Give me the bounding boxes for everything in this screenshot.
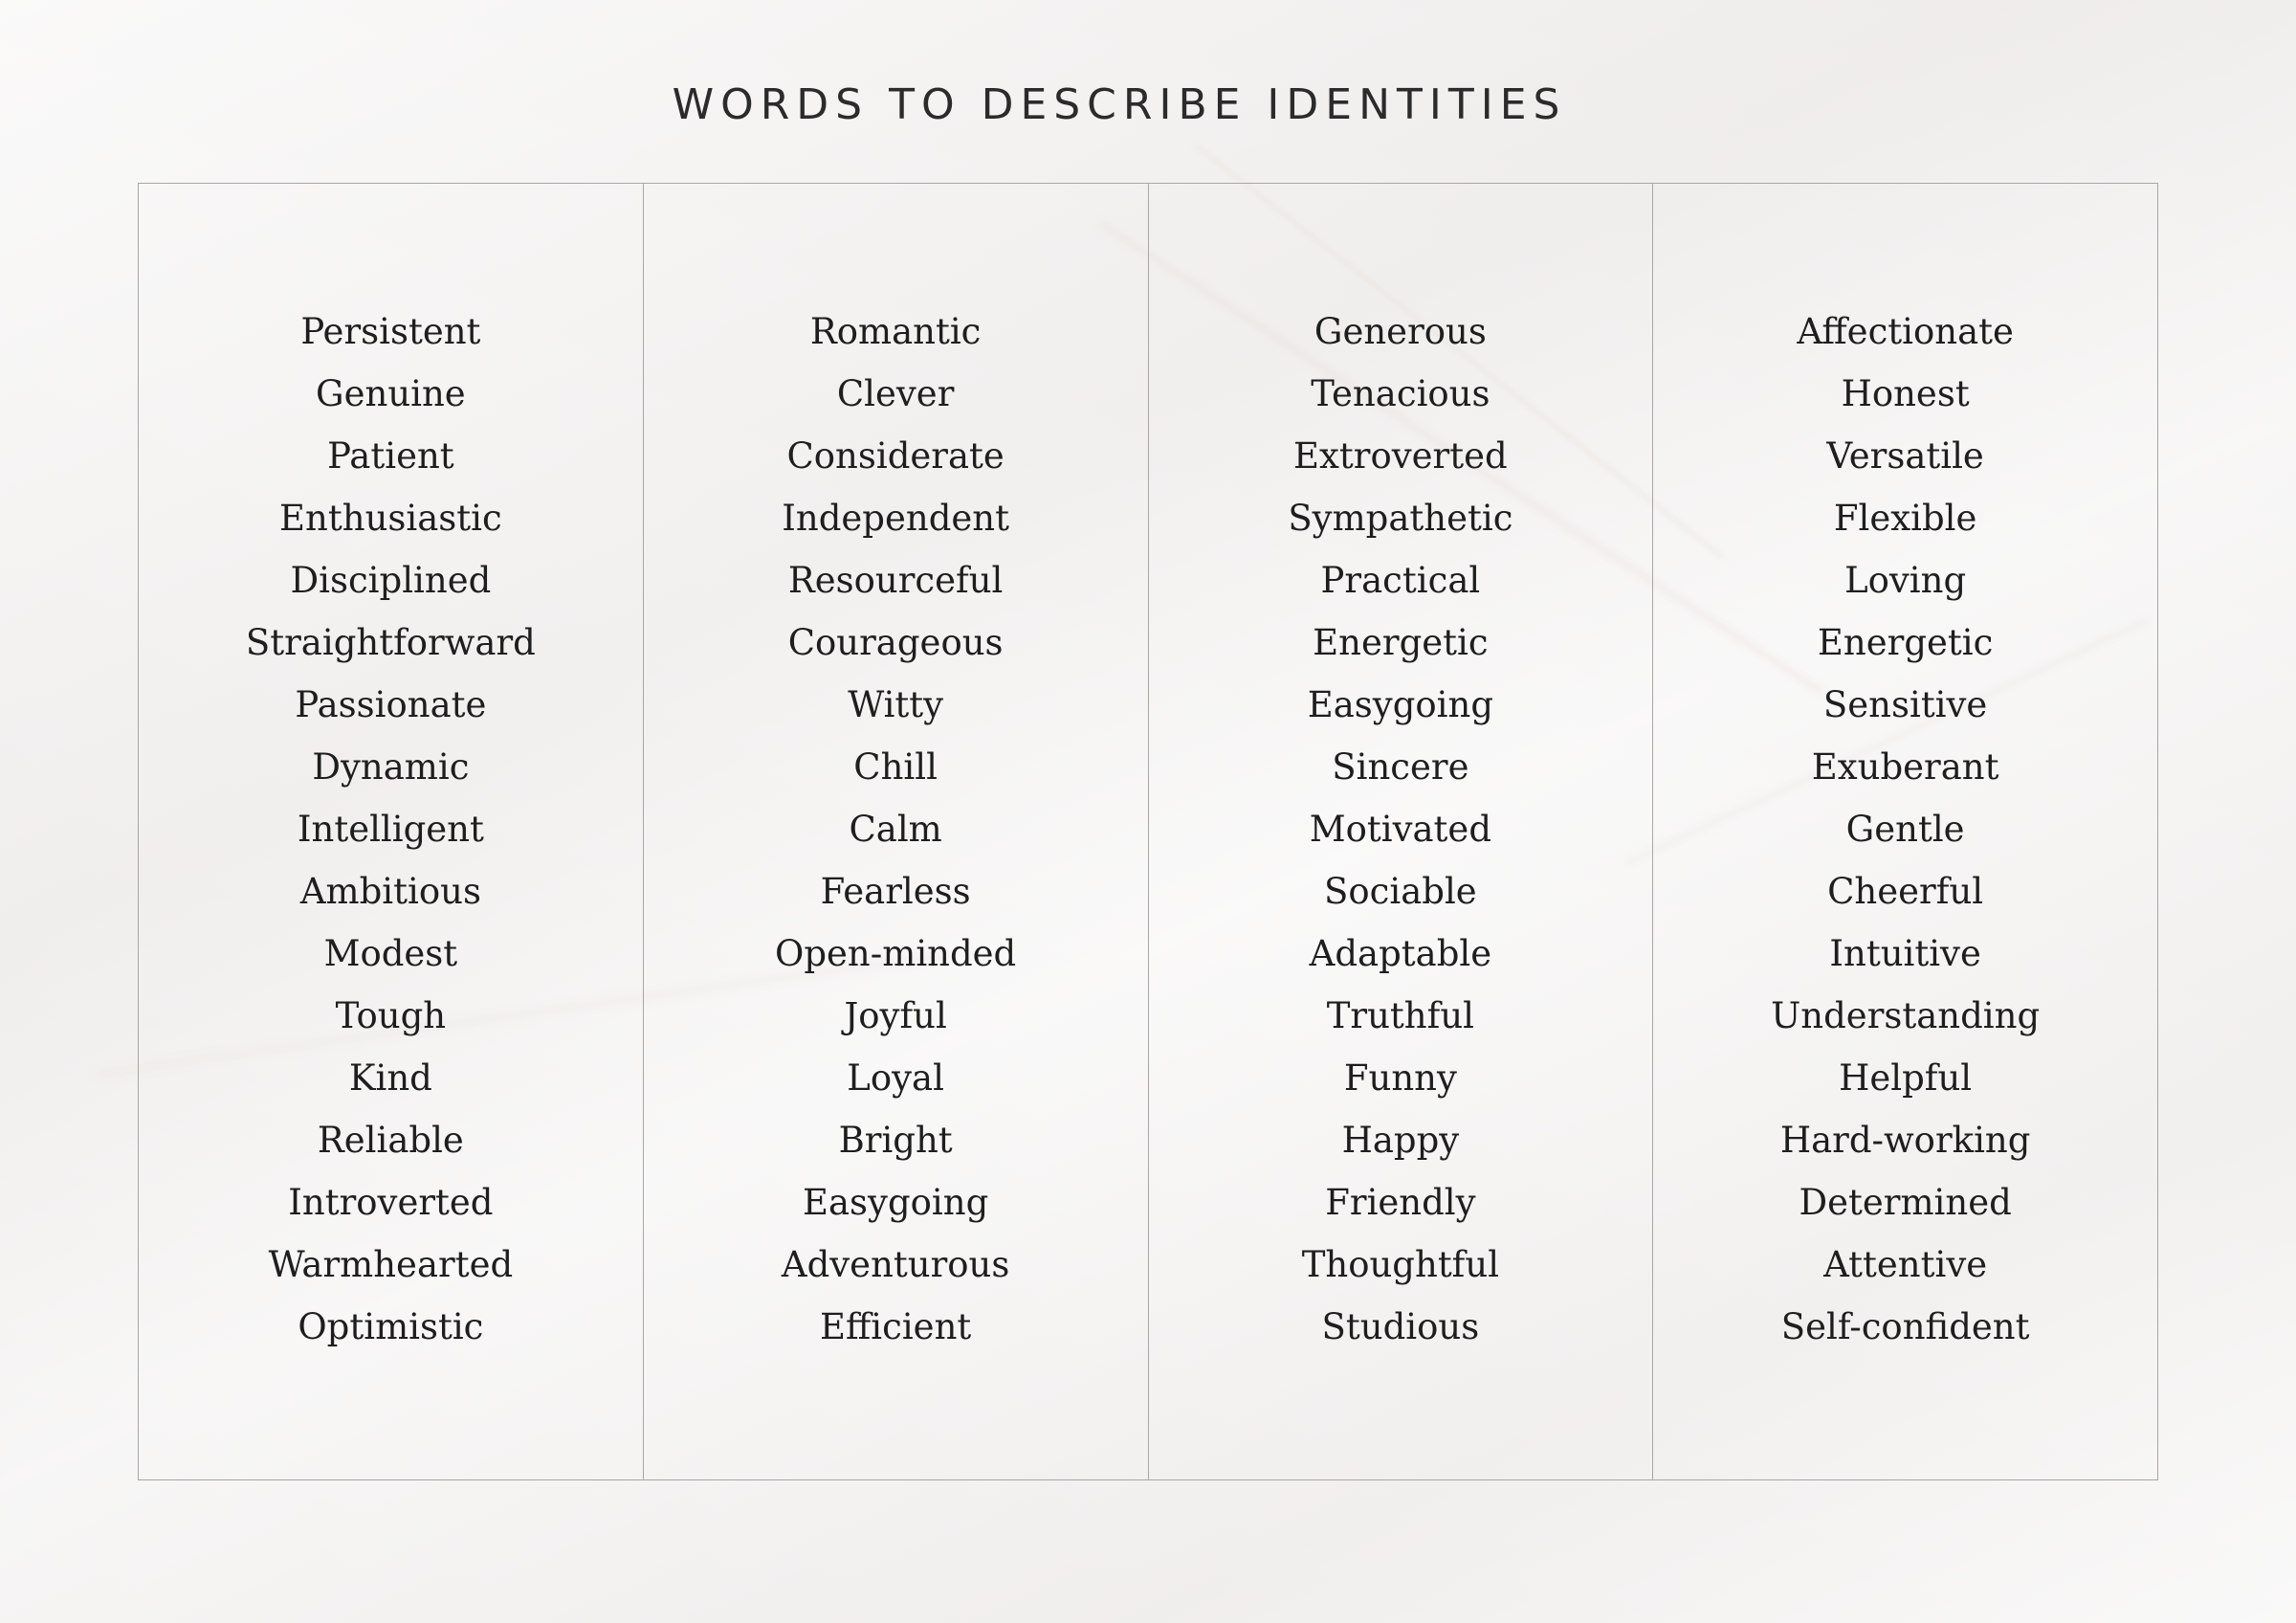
word-item: Funny [1343,1057,1457,1099]
word-item: Adventurous [781,1244,1010,1285]
word-table [138,183,2158,1480]
word-item: Gentle [1845,809,1965,850]
word-item: Honest [1841,373,1970,414]
word-item: Loyal [847,1057,944,1099]
word-item: Exuberant [1811,746,1999,788]
word-item: Helpful [1839,1057,1973,1099]
word-item: Tough [335,995,447,1036]
word-item: Reliable [317,1120,464,1161]
word-item: Patient [327,435,454,477]
word-item: Joyful [844,995,947,1036]
word-item: Determined [1799,1182,2012,1223]
word-item: Loving [1844,560,1967,601]
word-item: Practical [1320,560,1481,601]
word-item: Dynamic [312,746,470,788]
word-item: Studious [1321,1306,1480,1347]
word-item: Independent [782,498,1009,539]
word-item: Self-confident [1780,1306,2030,1347]
word-item: Warmhearted [268,1244,514,1285]
word-item: Adaptable [1309,933,1492,974]
word-item: Resourceful [787,560,1004,601]
word-item: Romantic [809,311,982,352]
word-item: Easygoing [802,1182,989,1223]
word-item: Understanding [1771,995,2041,1036]
page-title: WORDS TO DESCRIBE IDENTITIES [672,80,1567,129]
word-item: Chill [853,746,938,788]
word-item: Calm [849,809,942,850]
word-item: Easygoing [1307,684,1494,725]
word-item: Cheerful [1827,871,1984,912]
word-item: Straightforward [245,622,536,663]
word-item: Extroverted [1293,435,1508,477]
word-item: Modest [323,933,458,974]
word-item: Sympathetic [1288,498,1513,539]
word-item: Thoughtful [1301,1244,1500,1285]
word-item: Intuitive [1829,933,1981,974]
word-item: Efficient [819,1306,972,1347]
word-item: Introverted [288,1182,494,1223]
word-item: Motivated [1309,809,1492,850]
word-item: Hard-working [1779,1120,2031,1161]
word-item: Generous [1314,311,1487,352]
word-item: Sensitive [1822,684,1988,725]
word-item: Open-minded [774,933,1017,974]
word-item: Truthful [1326,995,1474,1036]
word-item: Sociable [1324,871,1477,912]
word-item: Versatile [1826,435,1984,477]
word-item: Happy [1341,1120,1460,1161]
word-item: Intelligent [297,809,484,850]
word-item: Disciplined [290,560,492,601]
word-item: Courageous [787,622,1004,663]
word-item: Affectionate [1797,311,2014,352]
word-item: Persistent [300,311,481,352]
word-item: Genuine [316,373,466,414]
word-item: Clever [836,373,955,414]
word-item: Tenacious [1311,373,1490,414]
word-item: Optimistic [298,1306,484,1347]
word-column-4 [1653,184,2157,1479]
word-column-2 [644,184,1149,1479]
word-item: Bright [838,1120,953,1161]
word-item: Considerate [786,435,1004,477]
word-item: Fearless [820,871,971,912]
word-item: Attentive [1823,1244,1988,1285]
word-item: Passionate [295,684,487,725]
word-item: Enthusiastic [279,498,502,539]
word-item: Friendly [1325,1182,1476,1223]
word-column-1 [139,184,644,1479]
word-item: Kind [348,1057,432,1099]
word-item: Witty [848,684,944,725]
word-column-3 [1149,184,1654,1479]
word-item: Sincere [1332,746,1469,788]
word-item: Energetic [1313,622,1489,663]
word-item: Ambitious [299,871,481,912]
word-item: Energetic [1817,622,1994,663]
word-item: Flexible [1833,498,1977,539]
